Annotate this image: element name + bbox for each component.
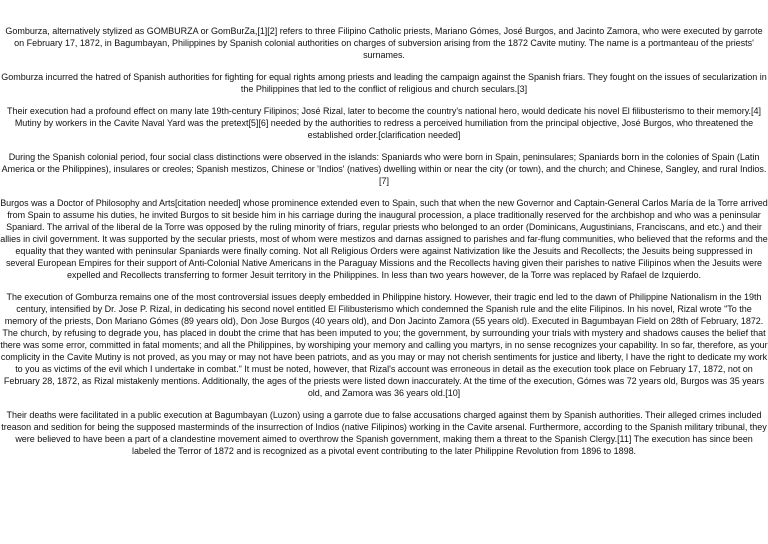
paragraph-social-classes: During the Spanish colonial period, four social class distinctions were observed in the islands: Spaniards who were born in Spain, peninsulares; Spaniards born in the colonies of Spain (Latin America or the Philippines), insulares or creoles; Spanish mestizos, Chinese or 'Indios' (natives) dwelling within or near the city (or town), and the church; and Chinese, Sangley, and rural Indios.[7] <box>1 152 767 186</box>
paragraph-deaths: Their deaths were facilitated in a public execution at Bagumbayan (Luzon) using a garrote due to false accusations charged against them by Spanish authorities. Their alleged crimes included treason and sedition for being the supposed masterminds of the insurrection of Indios (native Filipinos) working in the Cavite arsenal. Furthermore, according to the Spanish military tribunal, they were believed to have been a part of a clandestine movement aimed to overthrow the Spanish government, making them a threat to the Spanish Clergy.[11] The execution has since been labeled the Terror of 1872 and is recognized as a pivotal event contributing to the later Philippine Revolution from 1896 to 1898. <box>1 410 767 456</box>
paragraph-burgos: Burgos was a Doctor of Philosophy and Arts[citation needed] whose prominence extended even to Spain, such that when the new Governor and Captain-General Carlos María de la Torre arrived from Spain to assume his duties, he invited Burgos to sit beside him in his carriage during the inaugural procession, a place traditionally reserved for the archbishop and who was a peninsular Spaniard. The arrival of the liberal de la Torre was opposed by the ruling minority of friars, regular priests who belonged to an order (Dominicans, Augustinians, Franciscans, and etc.) and their allies in civil government. It was supported by the secular priests, most of whom were mestizos and darnas assigned to parishes and far-flung communities, who believed that the reforms and the equality that they wanted with peninsular Spaniards were finally coming. Not all Religious Orders were against Nativization like the Jesuits and Recollects; the Jesuits being suppressed in several European Empires for their support of Anti-Colonial Native Americans in the Paraguay Missions and the Recollects having given their parishes to native Filipinos when the Jesuits were expelled and Recollects transferring to former Jesuit territory in the Philippines. In less than two years however, de la Torre was replaced by Rafael de Izquierdo. <box>0 198 768 280</box>
paragraph-execution-controversy: The execution of Gomburza remains one of the most controversial issues deeply embedded in Philippine history. However, their tragic end led to the dawn of Philippine Nationalism in the 19th century, intensified by Dr. Jose P. Rizal, in dedicating his second novel entitled El Filibusterismo which condemned the Spanish rule and the elite Filipinos. In his novel, Rizal wrote "To the memory of the priests, Don Mariano Gómes (89 years old), Don Jose Burgos (40 years old), and Don Jacinto Zamora (55 years old). Executed in Bagumbayan Field on 28th of February, 1872. The church, by refusing to degrade you, has placed in doubt the crime that has been imputed to you; the government, by surrounding your trials with mystery and shadows causes the belief that there was some error, committed in fatal moments; and all the Philippines, by worshiping your memory and calling you martyrs, in no sense recognizes your capability. In so far, therefore, as your complicity in the Cavite Mutiny is not proved, as you may or may not have been patriots, and as you may or may not cherish sentiments for justice and liberty, I have the right to dedicate my work to you as victims of the evil which I undertake in combat." It must be noted, however, that Rizal's account was erroneous in detail as the execution took place on February 17, 1872, not on February 28, 1872, as Rizal mistakenly mentions. Additionally, the ages of the priests were listed down inaccurately. At the time of the execution, Gómes was 72 years old, Burgos was 35 years old, and Zamora was 36 years old.[10] <box>0 292 768 398</box>
paragraph-intro: Gomburza, alternatively stylized as GOMBURZA or GomBurZa,[1][2] refers to three Filipino Catholic priests, Mariano Gómes, José Burgos, and Jacinto Zamora, who were executed by garrote on February 17, 1872, in Bagumbayan, Philippines by Spanish colonial authorities on charges of subversion arising from the 1872 Cavite mutiny. The name is a portmanteau of the priests' surnames. <box>5 26 763 60</box>
paragraph-hatred: Gomburza incurred the hatred of Spanish authorities for fighting for equal rights among priests and leading the campaign against the Spanish friars. They fought on the issues of secularization in the Philippines that led to the conflict of religious and church seculars.[3] <box>1 72 767 94</box>
paragraph-effect: Their execution had a profound effect on many late 19th-century Filipinos; José Rizal, later to become the country's national hero, would dedicate his novel El filibusterismo to their memory.[4] Mutiny by workers in the Cavite Naval Yard was the pretext[5][6] needed by the authorities to redress a perceived humiliation from the principal objective, José Burgos, who threatened the established order.[clarification needed] <box>7 106 761 140</box>
